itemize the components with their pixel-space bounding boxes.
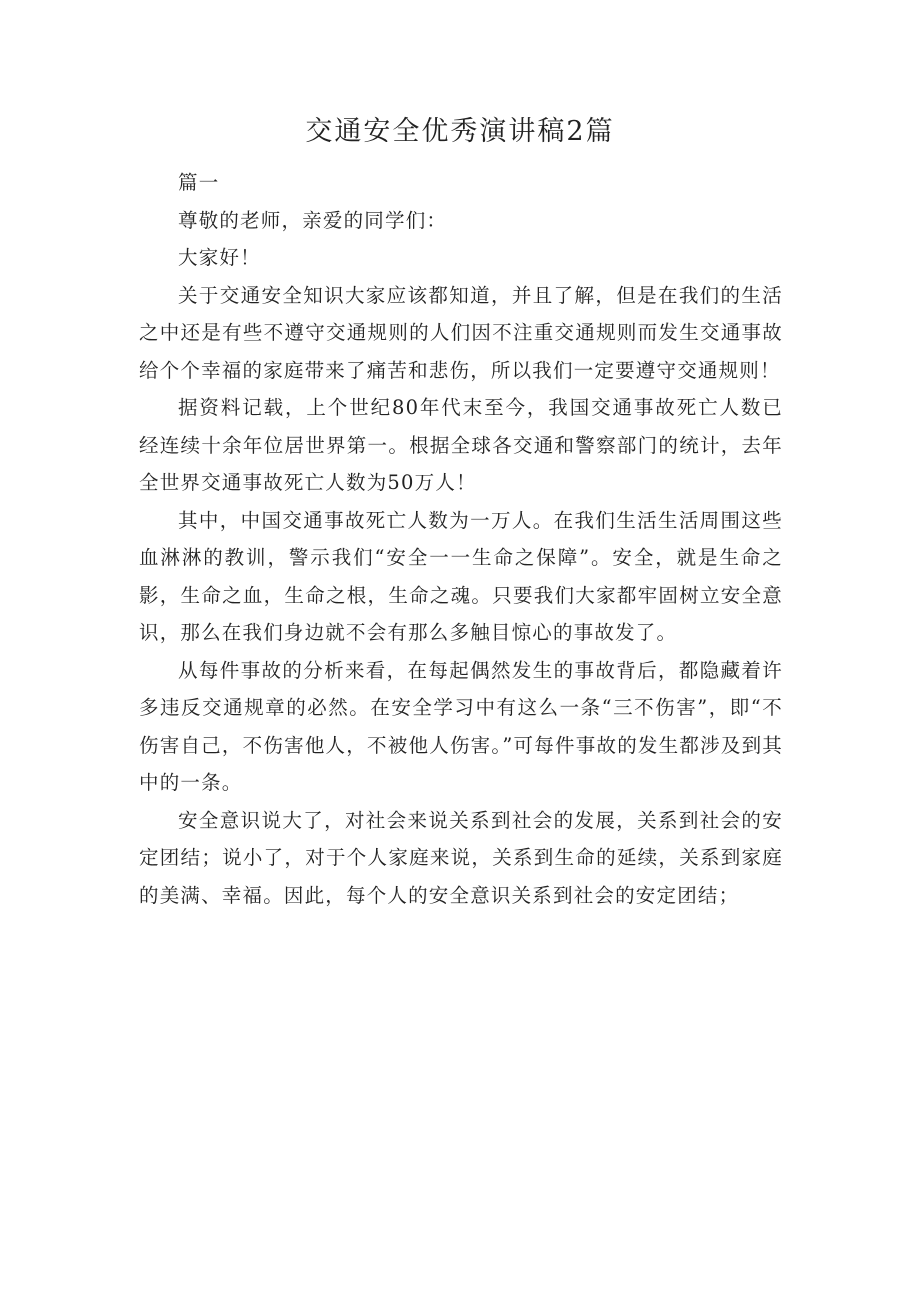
body-paragraph: 其中，中国交通事故死亡人数为一万人。在我们生活生活周围这些血淋淋的教训，警示我们“安全一一生命之保障”。安全，就是生命之影，生命之血，生命之根，生命之魂。只要我们大家都牢固树立安全意识，那么在我们身边就不会有那么多触目惊心的事故发了。 <box>139 508 783 644</box>
body-paragraph: 据资料记载，上个世纪80年代末至今，我国交通事故死亡人数已经连续十余年位居世界第一。根据全球各交通和警察部门的统计，去年全世界交通事故死亡人数为50万人！ <box>139 396 783 494</box>
body-paragraph: 关于交通安全知识大家应该都知道，并且了解，但是在我们的生活之中还是有些不遵守交通规则的人们因不注重交通规则而发生交通事故给个个幸福的家庭带来了痛苦和悲伤，所以我们一定要遵守交通规则！ <box>139 283 783 382</box>
document-title: 交通安全优秀演讲稿2篇 <box>305 116 615 147</box>
body-paragraph: 从每件事故的分析来看，在每起偶然发生的事故背后，都隐藏着许多违反交通规章的必然。在安全学习中有这么一条“三不伤害”，即“不伤害自己，不伤害他人，不被他人伤害。”可每件事故的发生都涉及到其中的一条。 <box>139 658 783 794</box>
section-heading: 篇一 <box>178 171 220 194</box>
body-paragraph: 安全意识说大了，对社会来说关系到社会的发展，关系到社会的安定团结；说小了，对于个人家庭来说，关系到生命的延续，关系到家庭的美满、幸福。因此，每个人的安全意识关系到社会的安定团结； <box>139 808 783 907</box>
greeting: 大家好！ <box>178 246 261 269</box>
document-body <box>139 164 783 914</box>
salutation: 尊敬的老师，亲爱的同学们： <box>178 208 448 232</box>
